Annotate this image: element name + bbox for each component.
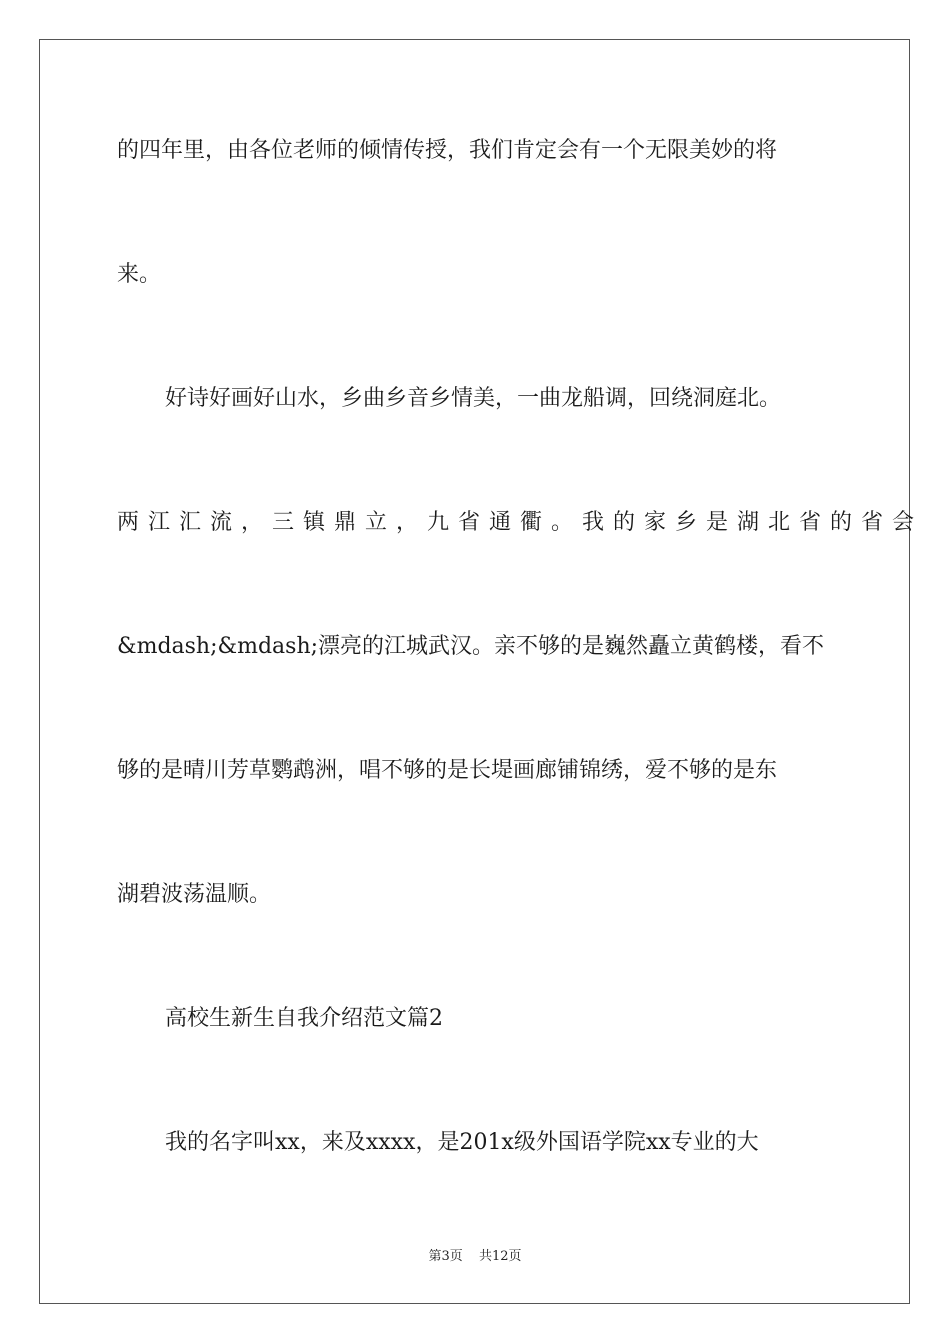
text-line: &mdash;&mdash;漂亮的江城武汉。亲不够的是巍然矗立黄鹤楼，看不	[117, 634, 825, 659]
page-total: 共12页	[478, 1249, 522, 1264]
text-line: 的四年里，由各位老师的倾情传授，我们肯定会有一个无限美妙的将	[117, 138, 778, 163]
text-line: 够的是晴川芳草鹦鹉洲，唱不够的是长堤画廊铺锦绣，爱不够的是东	[117, 758, 778, 783]
text-line: 湖碧波荡温顺。	[117, 882, 272, 907]
page-number: 第3页	[428, 1249, 463, 1264]
text-line: 好诗好画好山水，乡曲乡音乡情美，一曲龙船调，回绕洞庭北。	[165, 386, 782, 411]
page-border	[39, 39, 924, 1304]
page-footer	[0, 1248, 950, 1266]
text-line: 来。	[117, 262, 162, 287]
text-line: 我的名字叫xx，来及xxxx，是201x级外国语学院xx专业的大	[165, 1130, 759, 1155]
section-heading: 高校生新生自我介绍范文篇2	[165, 1006, 443, 1031]
text-line: 两江汇流，三镇鼎立，九省通衢。我的家乡是湖北省的省会	[117, 510, 924, 535]
